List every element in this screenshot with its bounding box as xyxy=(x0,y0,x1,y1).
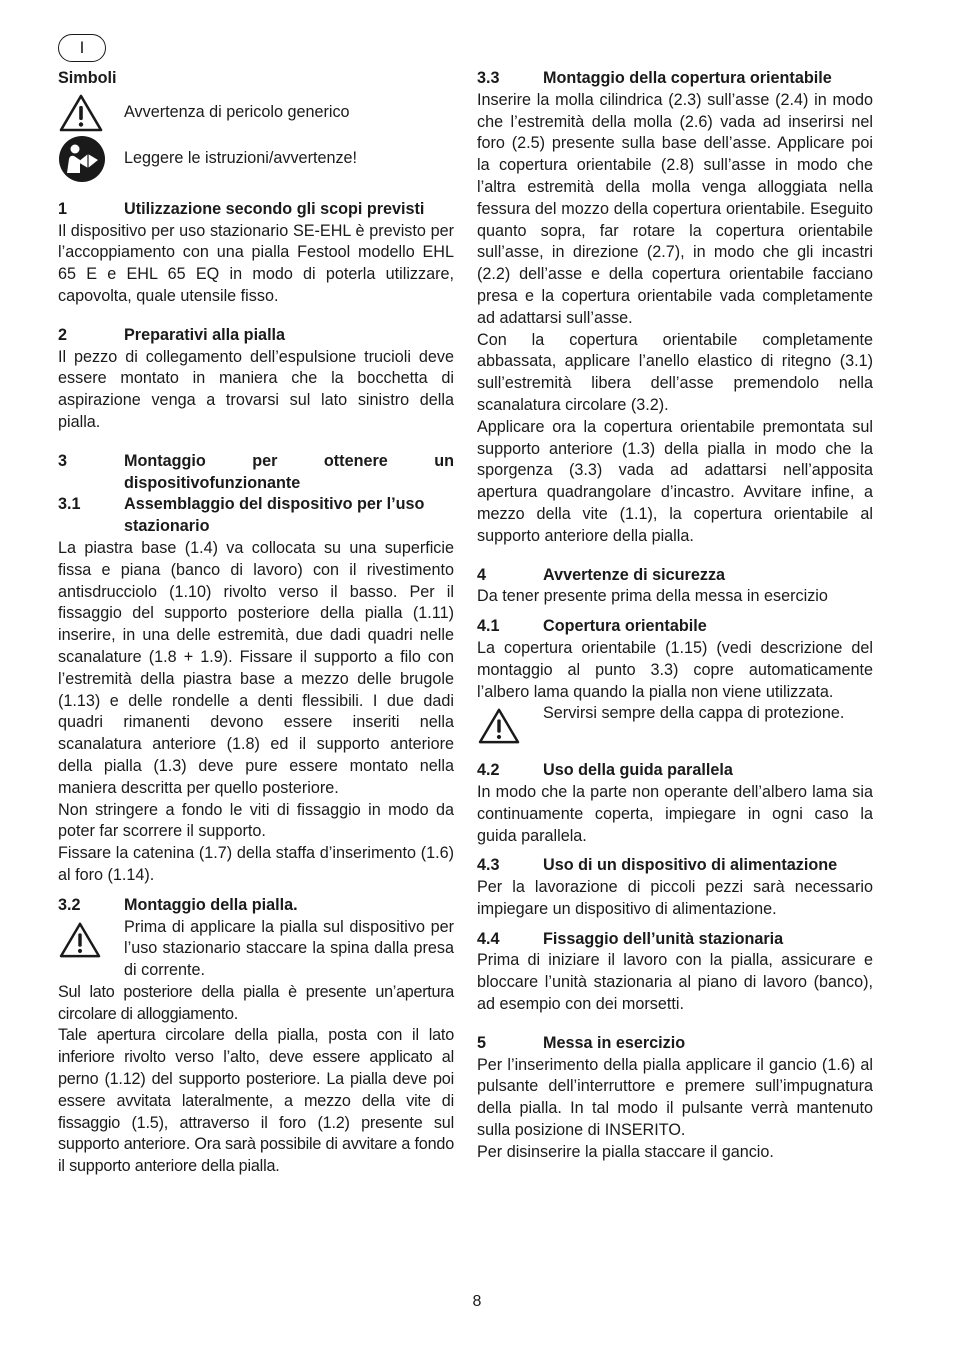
warning-triangle-icon xyxy=(58,93,124,133)
section-1-text: Il dispositivo per uso stazionario SE-EHL è previsto per l’accoppiamento con una pialla Festool modello EHL 65 E e EHL 65 EQ in modo di poterla utilizzare, capovolta, quale utensile fisso. xyxy=(58,221,454,305)
section-4-1-warning-text: Servirsi sempre della cappa di protezione. xyxy=(543,704,845,723)
section-3-1-text-2: Non stringere a fondo le viti di fissaggio in modo da poter far scorrere il supporto. xyxy=(58,800,454,841)
section-3-3-text-1: Inserire la molla cilindrica (2.3) sull’asse (2.4) in modo che l’estremità della molla (2.6) vada ad inserirsi nel foro (2.5) presente sulla base dell’asse. Applicare poi la copertura orientabile (2.8) sull’asse in modo che l’altra estremità della molla venga alloggiata nella fessura del mozzo della copertura orientabile. Eseguito quanto sopra, far rotare la copertura orientabile sull’asse, in direzione (2.7), in modo che gli incastri (2.2) dell’asse e della copertura orientabile facciano presa e la copertura orientabile vada completamente ad adattarsi sull’asse. xyxy=(477,90,873,327)
section-3-heading: 3 Montaggio per ottenere un dispositivofunzionante xyxy=(58,451,454,492)
section-4-3-heading: 4.3 Uso di un dispositivo di alimentazione xyxy=(477,856,838,875)
symbol-warning-text: Avvertenza di pericolo generico xyxy=(124,102,350,121)
warning-triangle-icon xyxy=(477,703,543,752)
section-4-heading: 4 Avvertenze di sicurezza xyxy=(477,565,726,584)
section-2-text: Il pezzo di collegamento dell’espulsione trucioli deve essere montato in maniera che la bocchetta di aspirazione venga a trovarsi sul lato sinistro della pialla. xyxy=(58,347,454,431)
section-4-2-text: In modo che la parte non operante dell’albero lama sia continuamente coperta, impiegare in ogni caso la guida parallela. xyxy=(477,782,873,845)
section-4-1-heading: 4.1 Copertura orientabile xyxy=(477,617,707,636)
section-4-text: Da tener presente prima della messa in esercizio xyxy=(477,587,828,606)
section-4-2-heading: 4.2 Uso della guida parallela xyxy=(477,761,733,780)
read-manual-icon xyxy=(58,135,124,183)
section-3-2-text-2: Tale apertura circolare della pialla, posta con il lato inferiore rivolto verso l’alto, deve essere applicato al perno (1.12) del supporto posteriore. La pialla deve poi essere avvitata lateralmente, a mezzo della vite di fissaggio (1.5), attraverso il foro (1.2) presente sul supporto anteriore. Ora sarà possibile di avvitare a fondo il supporto anteriore della pialla. xyxy=(58,1026,455,1176)
language-badge: I xyxy=(58,34,106,62)
section-3-2-heading: 3.2 Montaggio della pialla. xyxy=(58,895,298,914)
section-5-heading: 5 Messa in esercizio xyxy=(477,1033,686,1052)
section-4-1-warning xyxy=(477,703,873,752)
section-5-text-2: Per disinserire la pialla staccare il gancio. xyxy=(477,1142,774,1161)
section-2-heading: 2 Preparativi alla pialla xyxy=(58,325,286,344)
section-1-heading: 1 Utilizzazione secondo gli scopi previsti xyxy=(58,199,425,218)
section-3-3-text-3: Applicare ora la copertura orientabile premontata sul supporto anteriore (1.3) della pialla in modo che la sporgenza (3.3) vada ad adattarsi nell’apposita apertura quadrangolare d’incastro. Avvitare infine, a mezzo della vite (1.1), la copertura orientabile al supporto anteriore della pialla. xyxy=(477,417,873,545)
section-5-text-1: Per l’inserimento della pialla applicare il gancio (1.6) al pulsante dell’interruttore e premere sull’impugnatura della pialla. In tal modo il pulsante verrà mantenuto sulla posizione di INSERITO. xyxy=(477,1055,873,1140)
section-3-2-text-1: Sul lato posteriore della pialla è presente un’apertura circolare di alloggiamento. xyxy=(58,982,454,1023)
symbols-heading: Simboli xyxy=(58,69,117,87)
section-3-1-text-1: La piastra base (1.4) va collocata su una superficie fissa e piana (banco di lavoro) con il rivestimento antisdrucciolo (1.10) rivolto verso il basso. Per il fissaggio del supporto posteriore della pialla (1.11) inserire, in una delle estremità, due dadi quadri nelle scanalature (1.8 + 1.9). Fissare il supporto a filo con l’estremità della piastra base a mezzo delle brugole (1.13) e delle rondelle a denti flessibili. I due dadi quadri rimanenti devono essere inseriti nella scanalatura anteriore (1.8) ed il supporto anteriore della pialla (1.3) deve pure essere montato nella maniera descritta per quello posteriore. xyxy=(58,538,454,797)
section-3-2-warning xyxy=(58,917,454,982)
warning-triangle-icon xyxy=(58,917,124,966)
section-3-2-warning-text: Prima di applicare la pialla sul dispositivo per l’uso stazionario staccare la spina dalla presa di corrente. xyxy=(124,917,454,980)
section-4-3-text: Per la lavorazione di piccoli pezzi sarà necessario impiegare un dispositivo di alimentazione. xyxy=(477,878,873,918)
right-column xyxy=(477,68,873,1164)
symbol-row-manual xyxy=(58,136,454,182)
page-number: 8 xyxy=(472,1293,482,1310)
section-4-1-text: La copertura orientabile (1.15) (vedi descrizione del montaggio al punto 3.3) copre automaticamente l’albero lama quando la pialla non viene utilizzata. xyxy=(477,638,873,701)
section-4-4-text: Prima di iniziare il lavoro con la pialla, assicurare e bloccare l’unità stazionaria al piano di lavoro (banco), ad esempio con dei morsetti. xyxy=(477,951,873,1014)
symbol-row-warning xyxy=(58,90,454,136)
section-3-3-heading: 3.3 Montaggio della copertura orientabile xyxy=(477,69,832,87)
symbol-manual-text: Leggere le istruzioni/avvertenze! xyxy=(124,148,358,167)
section-4-4-heading: 4.4 Fissaggio dell’unità stazionaria xyxy=(477,929,784,948)
section-3-1-text-3: Fissare la catenina (1.7) della staffa d’inserimento (1.6) al foro (1.14). xyxy=(58,844,454,884)
section-3-1-heading: 3.1 Assemblaggio del dispositivo per l’uso stazionario xyxy=(58,495,425,536)
left-column xyxy=(58,68,454,1178)
section-3-3-text-2: Con la copertura orientabile completamente abbassata, applicare l’anello elastico di ritegno (3.1) sull’estremità libera dell’asse premendolo nella scanalatura circolare (3.2). xyxy=(477,330,873,414)
